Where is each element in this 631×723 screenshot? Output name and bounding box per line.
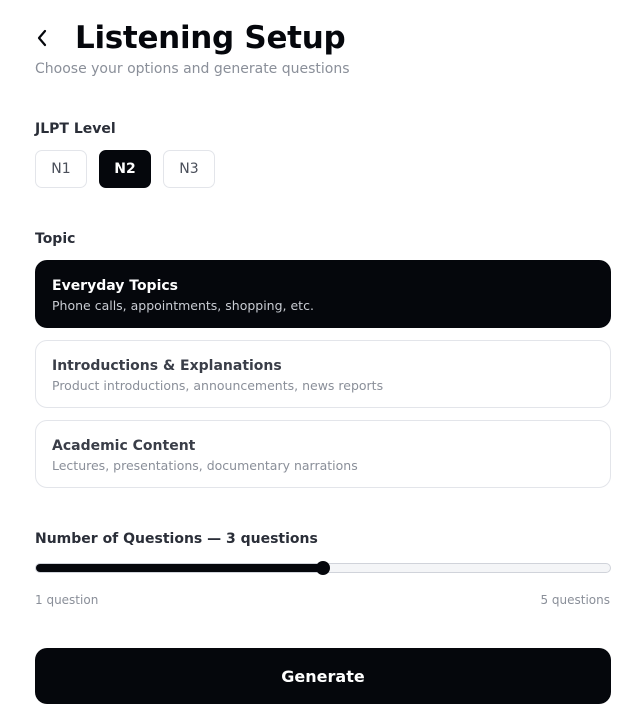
slider-fill	[36, 564, 323, 572]
jlpt-level-label: JLPT Level	[35, 121, 116, 137]
chevron-left-icon	[35, 29, 49, 47]
level-option-n2[interactable]: N2	[99, 150, 151, 188]
topic-title: Introductions & Explanations	[52, 358, 282, 374]
topic-title: Everyday Topics	[52, 278, 179, 294]
level-option-n3[interactable]: N3	[163, 150, 215, 188]
page-title: Listening Setup	[75, 20, 346, 56]
topic-label: Topic	[35, 231, 76, 247]
jlpt-level-selector	[35, 150, 215, 188]
topic-card-introductions[interactable]	[35, 340, 611, 408]
question-count-slider[interactable]	[35, 563, 611, 573]
back-button[interactable]	[35, 20, 65, 56]
topic-card-everyday[interactable]	[35, 260, 611, 328]
slider-min-label: 1 question	[35, 593, 99, 607]
level-option-n1[interactable]: N1	[35, 150, 87, 188]
topic-description: Lectures, presentations, documentary narrations	[52, 458, 358, 473]
topic-description: Product introductions, announcements, news reports	[52, 378, 384, 393]
slider-max-label: 5 questions	[540, 593, 610, 607]
topic-title: Academic Content	[52, 438, 196, 454]
header	[35, 18, 345, 58]
question-count-label: Number of Questions — 3 questions	[35, 531, 318, 547]
slider-thumb[interactable]	[316, 561, 330, 575]
topic-description: Phone calls, appointments, shopping, etc.	[52, 298, 314, 313]
topic-card-academic[interactable]	[35, 420, 611, 488]
generate-button[interactable]: Generate	[35, 648, 611, 704]
page-subtitle: Choose your options and generate questions	[35, 61, 350, 77]
